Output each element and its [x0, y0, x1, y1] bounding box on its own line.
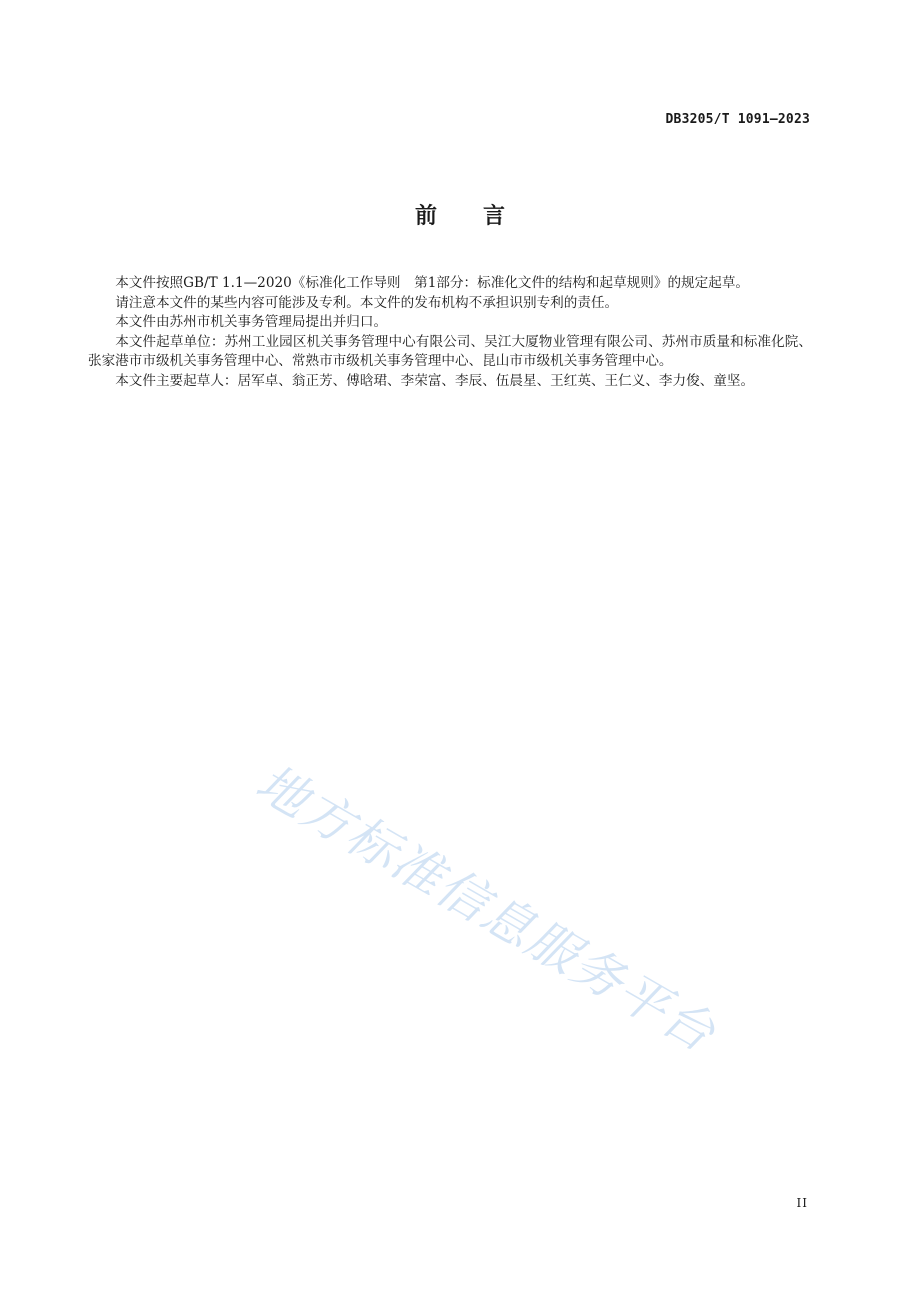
document-code: DB3205/T 1091—2023: [665, 112, 810, 127]
watermark-text: 地方标准信息服务平台: [246, 753, 726, 1064]
paragraph-drafters: 本文件主要起草人：居军卓、翁正芳、傅晗珺、李荣富、李辰、伍晨星、王红英、王仁义、李力俊、童坚。: [115, 372, 755, 389]
paragraph-drafting-units: 本文件起草单位：苏州工业园区机关事务管理中心有限公司、吴江大厦物业管理有限公司、苏州市质量和标准化院、张家港市市级机关事务管理中心、常熟市市级机关事务管理中心、昆山市市级机关事务管理中心。: [88, 333, 812, 369]
paragraph-patent-notice: 请注意本文件的某些内容可能涉及专利。本文件的发布机构不承担识别专利的责任。: [115, 294, 619, 311]
page-title: 前言: [414, 204, 551, 229]
paragraph-proposer: 本文件由苏州市机关事务管理局提出并归口。: [115, 314, 388, 330]
foreword-body: [88, 274, 812, 391]
page-number: II: [796, 1196, 808, 1210]
paragraph-drafting-rules: 本文件按照GB/T 1.1—2020《标准化工作导则 第1部分：标准化文件的结构和起草规则》的规定起草。: [115, 275, 750, 291]
